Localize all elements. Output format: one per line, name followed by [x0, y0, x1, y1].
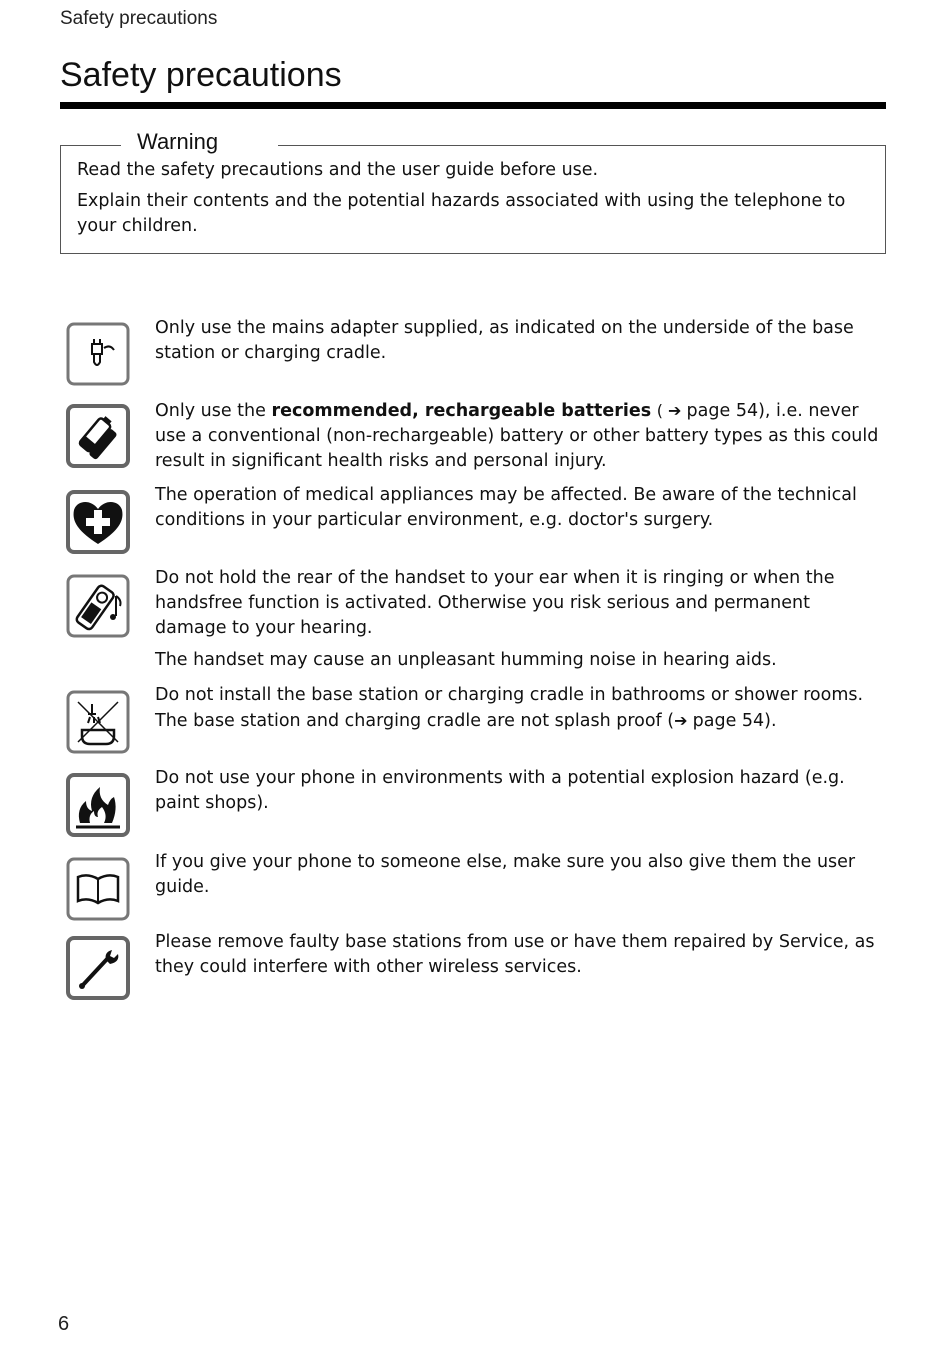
arrow-icon: ( ➔ [656, 401, 687, 420]
item-text-handset-ear: Do not hold the rear of the handset to your ear when it is ringing or when the handsfree function is activated. Otherwise you risk serious and permanent damage to your hearing. [155, 568, 835, 638]
medical-heart-icon [66, 490, 130, 554]
page-title: Safety precautions [60, 56, 342, 94]
no-bathroom-icon [66, 690, 130, 754]
warning-legend: Warning [121, 129, 278, 154]
warning-line: Read the safety precautions and the user guide before use. [77, 160, 599, 180]
battery-page-link: page 54), i.e. never use a conventional (non-rechargeable) battery or other battery types as this could result in significant health risks and personal injury. [155, 401, 879, 471]
battery-icon [66, 404, 130, 468]
bathroom-page-link: page 54). [692, 711, 777, 731]
title-rule [60, 102, 886, 109]
item-text-medical: The operation of medical appliances may be affected. Be aware of the technical conditions in your particular environment, e.g. doctor's surgery. [155, 485, 857, 530]
running-head: Safety precautions [60, 8, 218, 29]
mains-adapter-icon [66, 322, 130, 386]
handset-ear-icon [66, 574, 130, 638]
wrench-icon [66, 936, 130, 1000]
item-text-user-guide: If you give your phone to someone else, make sure you also give them the user guide. [155, 852, 856, 897]
item-text-bathroom [155, 683, 883, 734]
warning-box [60, 129, 886, 254]
item-text-explosion: Do not use your phone in environments with a potential explosion hazard (e.g. paint shops). [155, 768, 845, 813]
warning-line: Explain their contents and the potential hazards associated with using the telephone to your children. [77, 191, 846, 236]
item-text-service: Please remove faulty base stations from use or have them repaired by Service, as they could interfere with other wireless services. [155, 932, 875, 977]
item-text-hearing-aids: The handset may cause an unpleasant humming noise in hearing aids. [155, 650, 777, 670]
battery-text-pre: Only use the [155, 401, 272, 421]
user-guide-book-icon [66, 857, 130, 921]
arrow-icon: ➔ [674, 711, 693, 730]
item-text-battery [155, 398, 883, 474]
page-number: 6 [58, 1313, 70, 1335]
item-text-mains-adapter: Only use the mains adapter supplied, as indicated on the underside of the base station or charging cradle. [155, 318, 854, 363]
battery-text-bold: recommended, rechargeable batteries [271, 401, 652, 421]
bathroom-text: Do not install the base station or charging cradle in bathrooms or shower rooms. The base station and charging cradle are not splash proof ( [155, 685, 864, 731]
explosion-fire-icon [66, 773, 130, 837]
